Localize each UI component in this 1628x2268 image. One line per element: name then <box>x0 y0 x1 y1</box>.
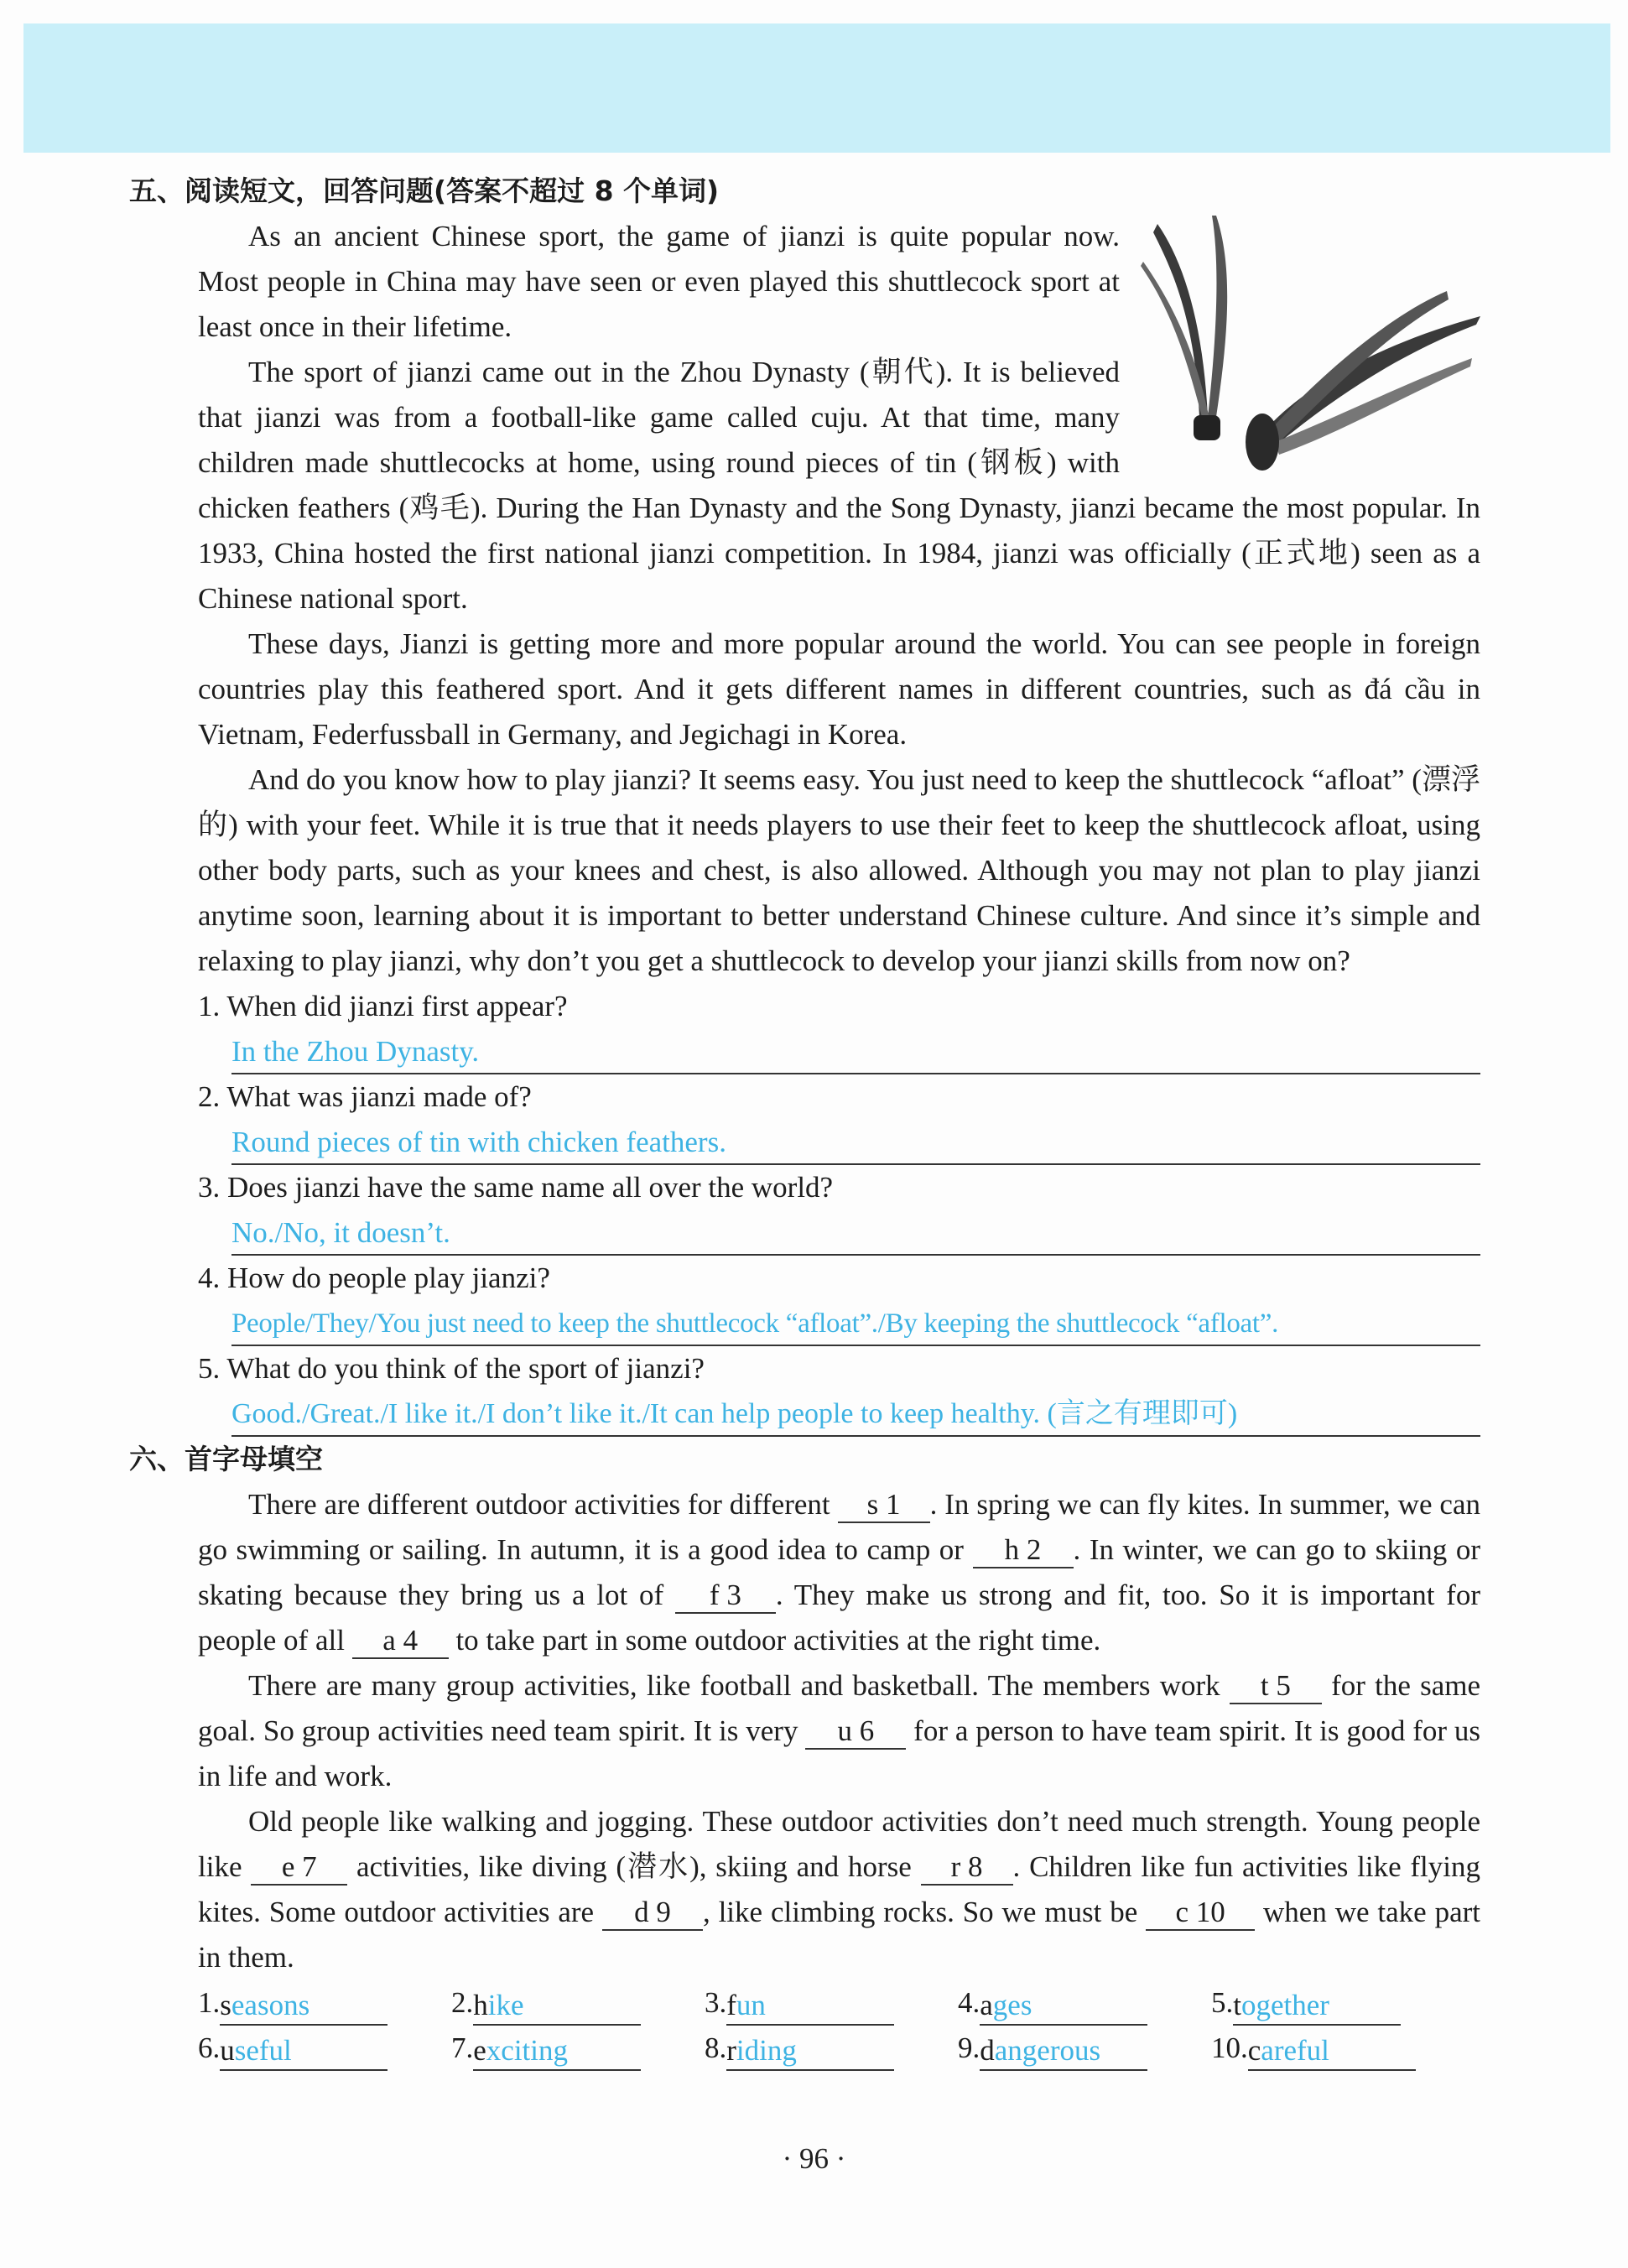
answer-line[interactable]: People/They/You just need to keep the shuttlecock “afloat”./By keeping the shuttlecock “afloat”. <box>231 1301 1480 1346</box>
answer-field[interactable]: riding <box>726 2032 894 2071</box>
worksheet-content <box>126 169 1480 2071</box>
blank-10[interactable]: c 10 <box>1146 1896 1255 1931</box>
answer-line[interactable]: Good./Great./I like it./I don’t like it./It can help people to keep healthy. (言之有理即可) <box>231 1391 1480 1437</box>
blank-7[interactable]: e 7 <box>251 1850 347 1886</box>
text: . Children like fun activities like flying kites. Some outdoor activities are <box>198 1850 1480 1928</box>
text: There are many group activities, like football and basketball. The members work <box>248 1669 1230 1702</box>
answer-item <box>198 1980 451 2026</box>
text: to take part in some outdoor activities at the right time. <box>448 1624 1101 1657</box>
answer-item <box>451 1980 705 2026</box>
question: 2. What was jianzi made of? <box>198 1080 532 1113</box>
answer-number: 6. <box>198 2031 221 2064</box>
passage-paragraph: And do you know how to play jianzi? It seems easy. You just need to keep the shuttlecock “afloat” (漂浮的) with your feet. While it is true that it needs players to use their feet to keep the shuttlecock afloat, using other body parts, such as your knees and chest, is also allowed. Although you may not plan to play jianzi anytime soon, learning about it is important to better understand Chinese culture. And since it’s simple and relaxing to play jianzi, why don’t you get a shuttlecock to develop your jianzi skills from now on? <box>198 763 1480 977</box>
cloze-paragraph <box>198 1663 1480 1799</box>
answer-field[interactable]: ages <box>980 1987 1147 2026</box>
question: 4. How do people play jianzi? <box>198 1261 550 1294</box>
answer-item <box>198 2026 451 2071</box>
answer-number: 8. <box>705 2031 727 2064</box>
blank-3[interactable]: f 3 <box>675 1579 776 1614</box>
cloze-paragraph <box>198 1482 1480 1663</box>
text: when we take part in them. <box>198 1896 1480 1974</box>
answer-row <box>198 2026 1480 2071</box>
text: activities, like diving (潜水), skiing and horse <box>347 1850 921 1883</box>
answer-number: 1. <box>198 1986 221 2019</box>
section5-heading: 五、阅读短文，回答问题(答案不超过 8 个单词) <box>129 174 720 207</box>
blank-5[interactable]: t 5 <box>1230 1669 1322 1704</box>
text: . They make us strong and fit, too. So it is important for people of all <box>198 1579 1480 1657</box>
blank-4[interactable]: a 4 <box>352 1624 449 1659</box>
answer-field[interactable]: careful <box>1248 2032 1416 2071</box>
text: . In winter, we can go to skiing or skating because they bring us a lot of <box>198 1533 1480 1611</box>
blank-8[interactable]: r 8 <box>921 1850 1013 1886</box>
answer-item <box>1211 1980 1464 2026</box>
passage-paragraph: The sport of jianzi came out in the Zhou Dynasty (朝代). It is believed that jianzi was from a football-like game called cuju. At that time, many children made shuttlecocks at home, using round pieces of tin (钢板) with chicken feathers (鸡毛). During the Han Dynasty and the Song Dynasty, jianzi became the most popular. In 1933, China hosted the first national jianzi competition. In 1984, jianzi was officially (正式地) seen as a Chinese national sport. <box>198 356 1480 615</box>
answer-item <box>958 1980 1211 2026</box>
answer-field[interactable]: fun <box>726 1987 894 2026</box>
question: 5. What do you think of the sport of jianzi? <box>198 1352 705 1385</box>
answer-line[interactable]: In the Zhou Dynasty. <box>231 1029 1480 1074</box>
answer-number: 7. <box>451 2031 474 2064</box>
header-banner <box>23 23 1610 153</box>
answer-field[interactable]: seasons <box>220 1987 387 2026</box>
answer-item <box>705 2026 958 2071</box>
text: . In spring we can fly kites. In summer, we can go swimming or sailing. In autumn, it is a good idea to camp or <box>198 1488 1480 1566</box>
blank-2[interactable]: h 2 <box>973 1533 1074 1568</box>
answer-field[interactable]: hike <box>473 1987 641 2026</box>
blank-9[interactable]: d 9 <box>602 1896 703 1931</box>
answer-field[interactable]: exciting <box>473 2032 641 2071</box>
answer-line[interactable]: Round pieces of tin with chicken feathers. <box>231 1120 1480 1165</box>
answer-item <box>1211 2026 1464 2071</box>
answer-item <box>958 2026 1211 2071</box>
answer-number: 10. <box>1211 2031 1248 2064</box>
answer-field[interactable]: together <box>1233 1987 1401 2026</box>
question: 1. When did jianzi first appear? <box>198 990 568 1022</box>
answer-line[interactable]: No./No, it doesn’t. <box>231 1210 1480 1256</box>
answer-item <box>451 2026 705 2071</box>
answer-number: 3. <box>705 1986 727 2019</box>
passage-paragraph: These days, Jianzi is getting more and more popular around the world. You can see people in foreign countries play this feathered sport. And it gets different names in different countries, such as đá cầu in Vietnam, Federfussball in Germany, and Jegichagi in Korea. <box>198 627 1480 751</box>
passage-paragraph: As an ancient Chinese sport, the game of jianzi is quite popular now. Most people in China may have seen or even played this shuttlecock sport at least once in their lifetime. <box>198 220 1120 343</box>
blank-1[interactable]: s 1 <box>838 1488 930 1523</box>
blank-6[interactable]: u 6 <box>805 1714 906 1750</box>
answer-row <box>198 1980 1480 2026</box>
text: , like climbing rocks. So we must be <box>702 1896 1147 1928</box>
answer-number: 4. <box>958 1986 980 2019</box>
answer-number: 2. <box>451 1986 474 2019</box>
answer-number: 9. <box>958 2031 980 2064</box>
section6-heading: 六、首字母填空 <box>129 1443 323 1475</box>
answer-field[interactable]: useful <box>220 2032 387 2071</box>
answer-item <box>705 1980 958 2026</box>
text: for a person to have team spirit. It is good for us in life and work. <box>198 1714 1480 1792</box>
cloze-paragraph <box>198 1799 1480 1980</box>
text: for the same goal. So group activities need team spirit. It is very <box>198 1669 1481 1747</box>
answer-number: 5. <box>1211 1986 1234 2019</box>
text: Old people like walking and jogging. These outdoor activities don’t need much strength. Young people like <box>198 1805 1480 1883</box>
shuttlecock-image <box>1136 216 1489 476</box>
answer-field[interactable]: dangerous <box>980 2032 1147 2071</box>
page-number: · 96 · <box>782 2142 846 2175</box>
text: There are different outdoor activities for different <box>248 1488 838 1521</box>
question: 3. Does jianzi have the same name all over the world? <box>198 1171 834 1204</box>
